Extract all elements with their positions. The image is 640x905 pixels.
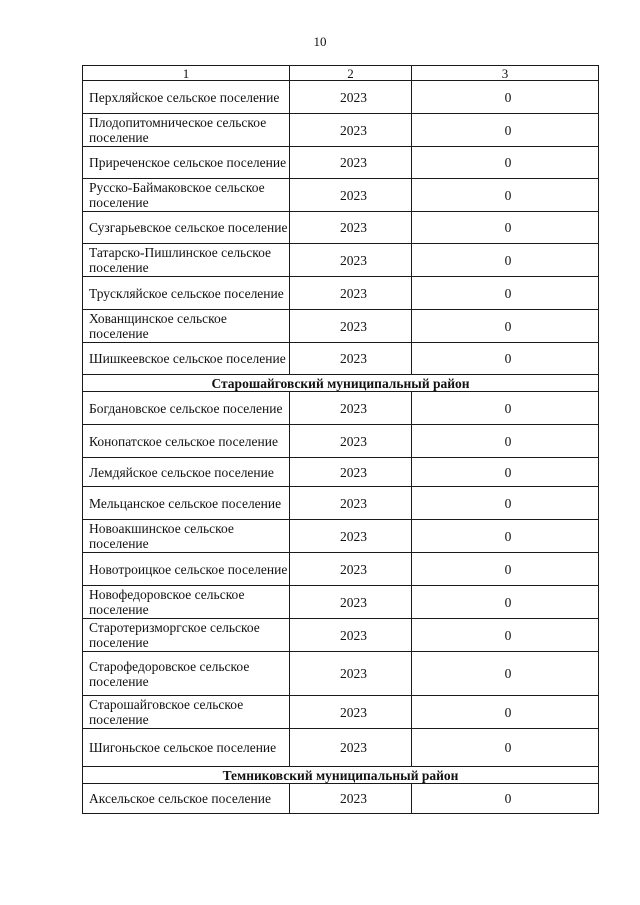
year-cell: 2023	[290, 729, 412, 767]
value-cell: 0	[412, 277, 599, 310]
value-cell: 0	[412, 487, 599, 520]
column-header-2: 2	[290, 66, 412, 81]
table-row	[83, 487, 599, 520]
settlement-name-cell: Перхляйское сельское поселение	[83, 81, 290, 114]
value-cell: 0	[412, 784, 599, 814]
year-cell: 2023	[290, 179, 412, 212]
year-cell: 2023	[290, 487, 412, 520]
section-title: Темниковский муниципальный район	[83, 767, 599, 784]
table-row	[83, 212, 599, 244]
year-cell: 2023	[290, 458, 412, 487]
year-cell: 2023	[290, 392, 412, 425]
table-row	[83, 179, 599, 212]
year-cell: 2023	[290, 425, 412, 458]
year-cell: 2023	[290, 343, 412, 375]
value-cell: 0	[412, 343, 599, 375]
table-row	[83, 310, 599, 343]
settlement-name-cell: Аксельское сельское поселение	[83, 784, 290, 814]
table-row	[83, 458, 599, 487]
value-cell: 0	[412, 244, 599, 277]
settlement-name-cell: Конопатское сельское поселение	[83, 425, 290, 458]
table-row	[83, 619, 599, 652]
column-header-1: 1	[83, 66, 290, 81]
value-cell: 0	[412, 696, 599, 729]
value-cell: 0	[412, 619, 599, 652]
settlement-name-cell: Хованщинское сельское поселение	[83, 310, 290, 343]
value-cell: 0	[412, 179, 599, 212]
table-row	[83, 652, 599, 696]
year-cell: 2023	[290, 586, 412, 619]
year-cell: 2023	[290, 520, 412, 553]
year-cell: 2023	[290, 553, 412, 586]
year-cell: 2023	[290, 147, 412, 179]
table-row	[83, 114, 599, 147]
table-row	[83, 147, 599, 179]
year-cell: 2023	[290, 652, 412, 696]
settlement-name-cell: Трускляйское сельское поселение	[83, 277, 290, 310]
page-number: 10	[313, 34, 327, 49]
settlement-name-cell: Старофедоровское сельское поселение	[83, 652, 290, 696]
table-row	[83, 696, 599, 729]
value-cell: 0	[412, 114, 599, 147]
table-row	[83, 343, 599, 375]
settlement-name-cell: Татарско-Пишлинское сельское поселение	[83, 244, 290, 277]
value-cell: 0	[412, 425, 599, 458]
year-cell: 2023	[290, 619, 412, 652]
settlement-name-cell: Мельцанское сельское поселение	[83, 487, 290, 520]
settlement-name-cell: Старошайговское сельское поселение	[83, 696, 290, 729]
settlement-name-cell: Русско-Баймаковское сельское поселение	[83, 179, 290, 212]
year-cell: 2023	[290, 81, 412, 114]
table-row	[83, 392, 599, 425]
value-cell: 0	[412, 652, 599, 696]
value-cell: 0	[412, 81, 599, 114]
year-cell: 2023	[290, 212, 412, 244]
settlement-name-cell: Приреченское сельское поселение	[83, 147, 290, 179]
settlement-name-cell: Плодопитомническое сельское поселение	[83, 114, 290, 147]
year-cell: 2023	[290, 784, 412, 814]
settlement-name-cell: Шишкеевское сельское поселение	[83, 343, 290, 375]
table-row	[83, 520, 599, 553]
settlement-name-cell: Новоакшинское сельское поселение	[83, 520, 290, 553]
settlement-name-cell: Новофедоровское сельское поселение	[83, 586, 290, 619]
table-row	[83, 244, 599, 277]
table-header-row	[83, 66, 599, 81]
table-row	[83, 425, 599, 458]
value-cell: 0	[412, 553, 599, 586]
year-cell: 2023	[290, 696, 412, 729]
value-cell: 0	[412, 147, 599, 179]
settlements-table	[82, 65, 599, 814]
column-header-3: 3	[412, 66, 599, 81]
settlement-name-cell: Старотеризморгское сельское поселение	[83, 619, 290, 652]
table-row	[83, 729, 599, 767]
value-cell: 0	[412, 729, 599, 767]
table-row	[83, 81, 599, 114]
settlement-name-cell: Шигоньское сельское поселение	[83, 729, 290, 767]
settlement-name-cell: Новотроицкое сельское поселение	[83, 553, 290, 586]
table-row	[83, 277, 599, 310]
value-cell: 0	[412, 310, 599, 343]
value-cell: 0	[412, 212, 599, 244]
settlement-name-cell: Лемдяйское сельское поселение	[83, 458, 290, 487]
section-header-row	[83, 375, 599, 392]
year-cell: 2023	[290, 310, 412, 343]
value-cell: 0	[412, 520, 599, 553]
year-cell: 2023	[290, 277, 412, 310]
value-cell: 0	[412, 392, 599, 425]
settlement-name-cell: Богдановское сельское поселение	[83, 392, 290, 425]
table-row	[83, 784, 599, 814]
settlement-name-cell: Сузгарьевское сельское поселение	[83, 212, 290, 244]
value-cell: 0	[412, 458, 599, 487]
table-row	[83, 586, 599, 619]
table-body	[83, 66, 599, 814]
year-cell: 2023	[290, 114, 412, 147]
value-cell: 0	[412, 586, 599, 619]
section-header-row	[83, 767, 599, 784]
table-row	[83, 553, 599, 586]
year-cell: 2023	[290, 244, 412, 277]
section-title: Старошайговский муниципальный район	[83, 375, 599, 392]
